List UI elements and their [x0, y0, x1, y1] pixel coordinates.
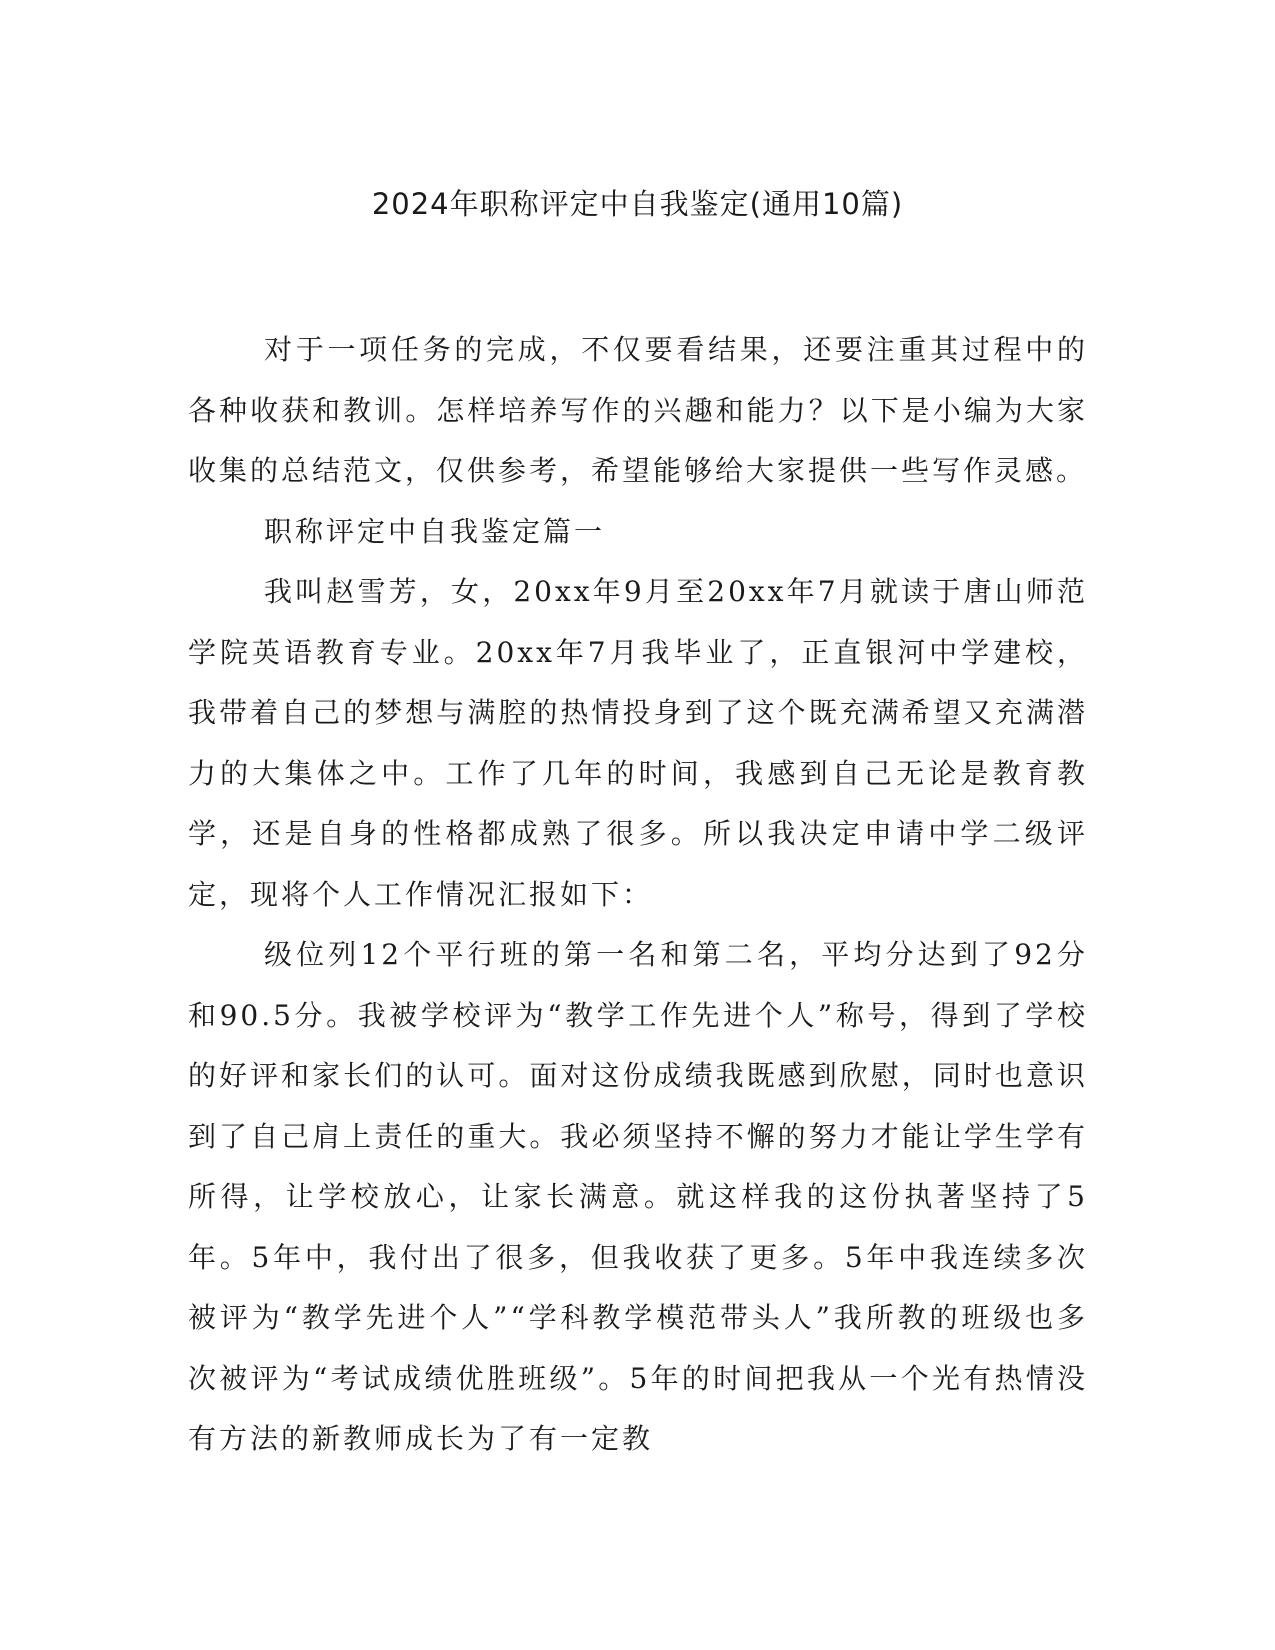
body-paragraph: 级位列12个平行班的第一名和第二名，平均分达到了92分和90.5分。我被学校评为“教学工作先进个人”称号，得到了学校的好评和家长们的认可。面对这份成绩我既感到欣慰，同时也意识到了自己肩上责任的重大。我必须坚持不懈的努力才能让学生学有所得，让学校放心，让家长满意。就这样我的这份执著坚持了5年。5年中，我付出了很多，但我收获了更多。5年中我连续多次被评为“教学先进个人”“学科教学模范带头人”我所教的班级也多次被评为“考试成绩优胜班级”。5年的时间把我从一个光有热情没有方法的新教师成长为了有一定教 [188, 938, 1088, 1455]
section-heading: 职称评定中自我鉴定篇一 [264, 514, 606, 548]
document-title: 2024年职称评定中自我鉴定(通用10篇) [371, 187, 904, 221]
document-body [188, 320, 1088, 1470]
body-paragraph: 我叫赵雪芳，女，20xx年9月至20xx年7月就读于唐山师范学院英语教育专业。20xx年7月我毕业了，正直银河中学建校，我带着自己的梦想与满腔的热情投身到了这个既充满希望又充满潜力的大集体之中。工作了几年的时间，我感到自己无论是教育教学，还是自身的性格都成熟了很多。所以我决定申请中学二级评定，现将个人工作情况汇报如下： [188, 575, 1088, 911]
intro-paragraph: 对于一项任务的完成，不仅要看结果，还要注重其过程中的各种收获和教训。怎样培养写作的兴趣和能力？以下是小编为大家收集的总结范文，仅供参考，希望能够给大家提供一些写作灵感。 [188, 333, 1088, 487]
